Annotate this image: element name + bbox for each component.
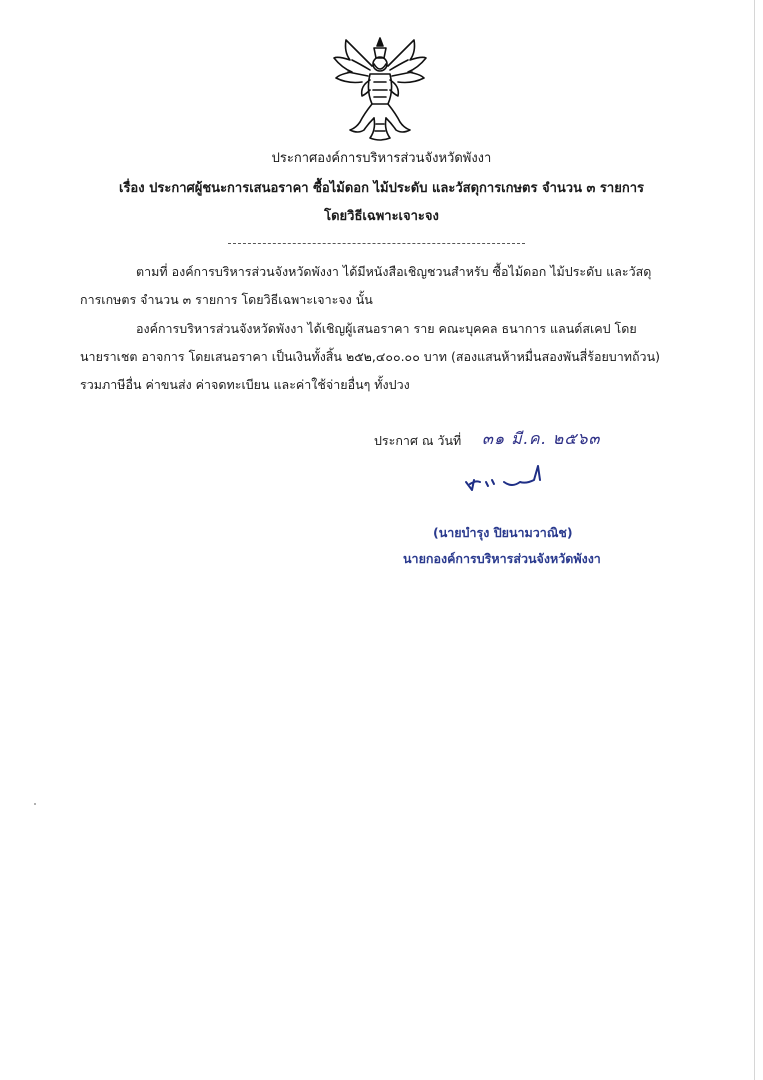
date-value-stamp: ๓๑ มี.ค. ๒๕๖๓ <box>482 429 601 448</box>
announcement-title: ประกาศองค์การบริหารส่วนจังหวัดพังงา <box>271 151 492 166</box>
handwritten-signature <box>460 460 550 500</box>
paragraph-1-line-2: การเกษตร จำนวน ๓ รายการ โดยวิธีเฉพาะเจาะจง นั้น <box>80 292 373 307</box>
paragraph-2-line-3: รวมภาษีอื่น ค่าขนส่ง ค่าจดทะเบียน และค่าใช้จ่ายอื่นๆ ทั้งปวง <box>80 377 410 392</box>
scan-speck <box>34 803 36 805</box>
divider <box>228 243 525 244</box>
signatory-position: นายกองค์การบริหารส่วนจังหวัดพังงา <box>403 551 601 566</box>
procurement-method: โดยวิธีเฉพาะเจาะจง <box>324 209 439 224</box>
announcement-subject: เรื่อง ประกาศผู้ชนะการเสนอราคา ซื้อไม้ดอก ไม้ประดับ และวัสดุการเกษตร จำนวน ๓ รายการ <box>119 181 644 196</box>
date-label: ประกาศ ณ วันที่ <box>374 433 462 448</box>
garuda-emblem-icon <box>330 34 430 144</box>
paragraph-2-line-1: องค์การบริหารส่วนจังหวัดพังงา ได้เชิญผู้เสนอราคา ราย คณะบุคคล ธนาการ แลนด์สเคป โดย <box>136 321 637 336</box>
paragraph-2-line-2: นายราเชต อาจการ โดยเสนอราคา เป็นเงินทั้งสิ้น ๒๕๒,๔๐๐.๐๐ บาท (สองแสนห้าหมื่นสองพันสี่ร้อยบาทถ้วน) <box>80 349 660 364</box>
paragraph-1-line-1: ตามที่ องค์การบริหารส่วนจังหวัดพังงา ได้มีหนังสือเชิญชวนสำหรับ ซื้อไม้ดอก ไม้ประดับ และวัสดุ <box>136 264 652 279</box>
signatory-name: (นายบำรุง ปิยนามวาณิช) <box>433 525 573 540</box>
